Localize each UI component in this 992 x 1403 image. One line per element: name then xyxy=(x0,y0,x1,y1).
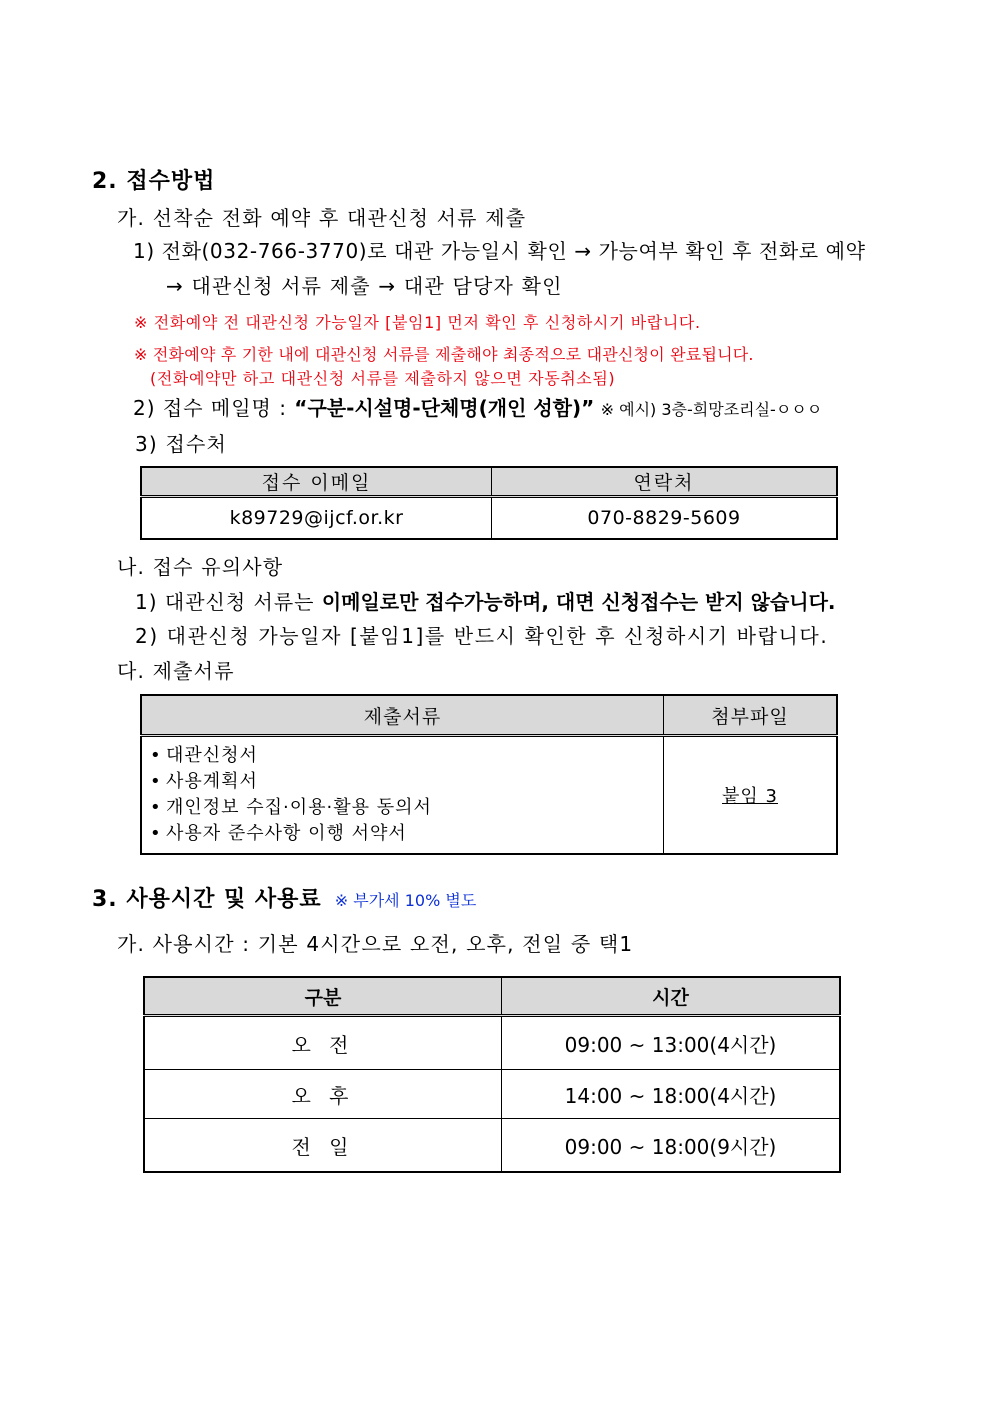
docs-list xyxy=(142,737,663,853)
contact-phone: 070-8829-5609 xyxy=(492,497,838,540)
bullet: • xyxy=(150,771,162,792)
step1-line1: 1) 전화(032-766-3770)로 대관 가능일시 확인 → 가능여부 확인 후 전화로 예약 xyxy=(133,239,866,263)
section-2-title: 2. 접수방법 xyxy=(92,169,216,194)
section-2-da: 다. 제출서류 xyxy=(117,659,235,683)
section-2-ga: 가. 선착순 전화 예약 후 대관신청 서류 제출 xyxy=(117,206,527,230)
time-row-label: 오 후 xyxy=(144,1070,502,1119)
vat-note: ※ 부가세 10% 별도 xyxy=(334,891,477,910)
note-auto-cancel: (전화예약만 하고 대관신청 서류를 제출하지 않으면 자동취소됨) xyxy=(150,369,616,388)
contact-header-phone: 연락처 xyxy=(492,467,838,497)
docs-header-attachment: 첨부파일 xyxy=(664,695,838,736)
bullet: • xyxy=(150,745,162,766)
note-reservation-check: ※ 전화예약 전 대관신청 가능일자 [붙임1] 먼저 확인 후 신청하시기 바랍니다. xyxy=(134,313,701,332)
list-item: • 대관신청서 xyxy=(150,743,663,769)
time-row-time: 09:00 ~ 13:00(4시간) xyxy=(502,1016,841,1070)
step2-example: ※ 예시) 3층-희망조리실-ㅇㅇㅇ xyxy=(600,400,823,419)
contact-email: k89729@ijcf.or.kr xyxy=(141,497,492,540)
na-item-1 xyxy=(135,586,836,615)
section-2-na: 나. 접수 유의사항 xyxy=(117,555,284,579)
table-row xyxy=(144,1016,840,1070)
bullet: • xyxy=(150,823,162,844)
list-item: • 사용계획서 xyxy=(150,769,663,795)
section-3-ga: 가. 사용시간 : 기본 4시간으로 오전, 오후, 전일 중 택1 xyxy=(117,932,634,956)
time-row-time: 09:00 ~ 18:00(9시간) xyxy=(502,1119,841,1173)
contact-table xyxy=(140,466,838,540)
step1-line2: → 대관신청 서류 제출 → 대관 담당자 확인 xyxy=(166,274,563,298)
list-item: • 사용자 준수사항 이행 서약서 xyxy=(150,821,663,847)
bullet: • xyxy=(150,797,162,818)
section-3-title-row xyxy=(92,882,476,913)
section-3-title: 3. 사용시간 및 사용료 xyxy=(92,887,322,912)
time-header-type: 구분 xyxy=(144,977,502,1016)
step2-format: “구분-시설명-단체명(개인 성함)” xyxy=(294,396,595,420)
time-row-label: 전 일 xyxy=(144,1119,502,1173)
na-item-2: 2) 대관신청 가능일자 [붙임1]를 반드시 확인한 후 신청하시기 바랍니다. xyxy=(135,624,829,648)
docs-list-cell xyxy=(141,736,664,855)
time-row-time: 14:00 ~ 18:00(4시간) xyxy=(502,1070,841,1119)
docs-header-documents: 제출서류 xyxy=(141,695,664,736)
na-item-1-bold: 이메일로만 접수가능하며, 대면 신청접수는 받지 않습니다. xyxy=(321,590,836,614)
list-item: • 개인정보 수집·이용·활용 동의서 xyxy=(150,795,663,821)
step2-prefix: 2) 접수 메일명 : xyxy=(133,396,295,420)
step2-mail-name xyxy=(133,392,822,421)
attachment-link: 붙임 3 xyxy=(722,786,778,807)
time-header-time: 시간 xyxy=(502,977,841,1016)
na-item-1-prefix: 1) 대관신청 서류는 xyxy=(135,590,322,614)
time-table xyxy=(143,976,841,1173)
note-deadline: ※ 전화예약 후 기한 내에 대관신청 서류를 제출해야 최종적으로 대관신청이 완료됩니다. xyxy=(134,345,754,364)
time-row-label: 오 전 xyxy=(144,1016,502,1070)
table-row xyxy=(144,1070,840,1119)
documents-table xyxy=(140,694,838,855)
docs-attachment-cell xyxy=(664,736,838,855)
contact-header-email: 접수 이메일 xyxy=(141,467,492,497)
step3-label: 3) 접수처 xyxy=(135,432,228,456)
table-row xyxy=(144,1119,840,1173)
